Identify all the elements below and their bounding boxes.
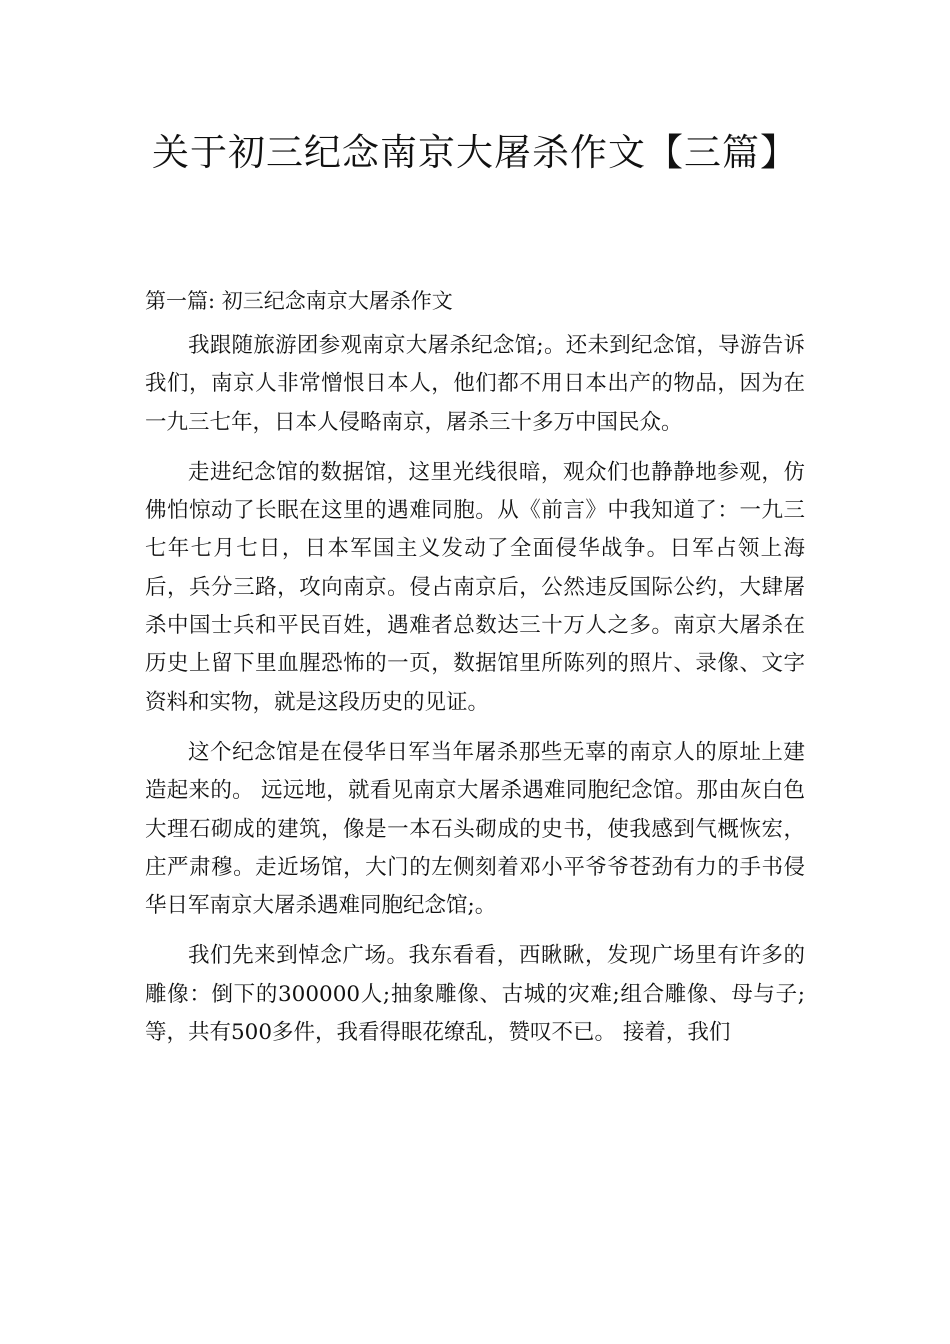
document-title: 关于初三纪念南京大屠杀作文【三篇】 [152, 131, 798, 174]
section-heading: 第一篇: 初三纪念南京大屠杀作文 [145, 289, 453, 313]
paragraph: 走进纪念馆的数据馆，这里光线很暗，观众们也静静地参观，仿佛怕惊动了长眠在这里的遇难同胞。从《前言》中我知道了：一九三七年七月七日，日本军国主义发动了全面侵华战争。日军占领上海后，兵分三路，攻向南京。侵占南京后，公然违反国际公约，大肆屠杀中国士兵和平民百姓，遇难者总数达三十万人之多。南京大屠杀在历史上留下里血腥恐怖的一页，数据馆里所陈列的照片、录像、文字资料和实物，就是这段历史的见证。 [145, 459, 805, 715]
paragraph: 这个纪念馆是在侵华日军当年屠杀那些无辜的南京人的原址上建造起来的。 远远地，就看见南京大屠杀遇难同胞纪念馆。那由灰白色大理石砌成的建筑，像是一本石头砌成的史书，使我感到气概恢宏，庄严肃穆。走近场馆，大门的左侧刻着邓小平爷爷苍劲有力的手书侵华日军南京大屠杀遇难同胞纪念馆;。 [145, 739, 805, 919]
paragraph: 我跟随旅游团参观南京大屠杀纪念馆;。还未到纪念馆，导游告诉我们，南京人非常憎恨日本人，他们都不用日本出产的物品，因为在一九三七年，日本人侵略南京，屠杀三十多万中国民众。 [145, 333, 805, 435]
paragraph: 我们先来到悼念广场。我东看看，西瞅瞅，发现广场里有许多的雕像：倒下的300000人;抽象雕像、古城的灾难;组合雕像、母与子;等，共有500多件，我看得眼花缭乱，赞叹不已。 接着，我们 [145, 943, 805, 1046]
document-body [145, 327, 805, 1052]
